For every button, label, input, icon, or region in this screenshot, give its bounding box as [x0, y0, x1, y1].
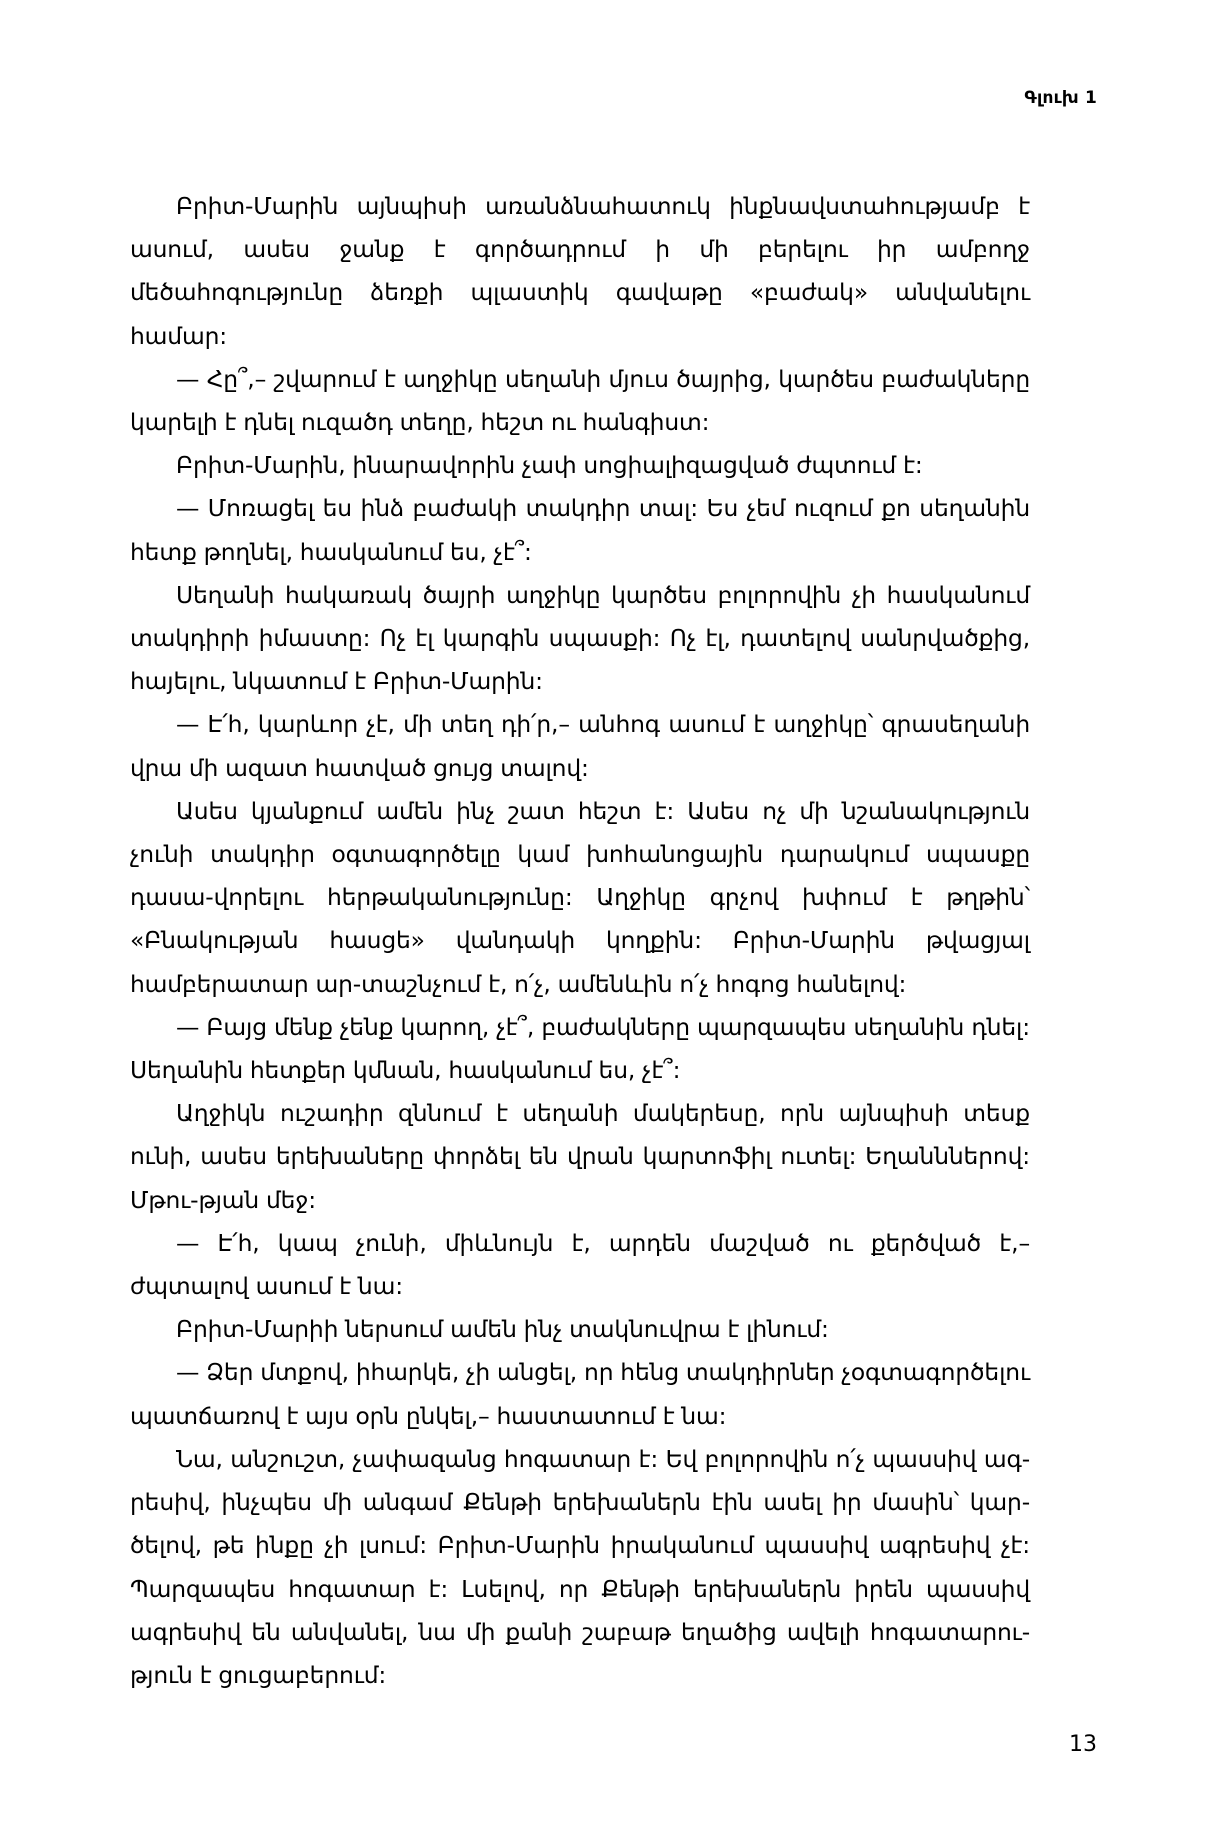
body-paragraph: Նա, անշուշտ, չափազանց հոգատար է: Եվ բոլորովին ո՛չ պասսիվ ագ-րեսիվ, ինչպես մի անգամ Քենթի երեխաներն էին ասել իր մասին՝ կար-ծելով, թե ինքը չի լսում: Բրիտ-Մարին իրականում պասսիվ ագրեսիվ չէ: Պարզապես հոգատար է: Լսելով, որ Քենթի երեխաներն իրեն պասսիվ ագրեսիվ են անվանել, նա մի քանի շաբաթ եղածից ավելի հոգատարու-թյուն է ցուցաբերում:	[130, 1444, 1030, 1689]
body-paragraph: Սեղանի հակառակ ծայրի աղջիկը կարծես բոլորովին չի հասկանում տակդիրի իմաստը: Ոչ էլ կարգին սպասքի: Ոչ էլ, դատելով սանրվածքից, հայելու, նկատում է Բրիտ-Մարին:	[130, 580, 1030, 696]
running-head: Գլուխ 1	[1024, 88, 1097, 108]
page-number: 13	[1069, 1732, 1097, 1757]
body-paragraph: Աղջիկն ուշադիր զննում է սեղանի մակերեսը, որն այնպիսի տեսք ունի, ասես երեխաները փորձել են վրան կարտոֆիլ ուտել: Եղանններով: Մթու-թյան մեջ:	[130, 1099, 1030, 1214]
body-paragraph: Բրիտ-Մարիի ներսում ամեն ինչ տակնուվրա է լինում:	[176, 1315, 829, 1344]
dialogue-paragraph: — Բայց մենք չենք կարող, չէ՞, բաժակները պարզապես սեղանին դնել: Սեղանին հետքեր կմնան, հասկանում ես, չէ՞:	[130, 1012, 1030, 1085]
body-paragraph: Ասես կյանքում ամեն ինչ շատ հեշտ է: Ասես ոչ մի նշանակություն չունի տակդիր օգտագործելը կամ խոհանոցային դարակում սպասքը դասա-վորելու հերթականությունը: Աղջիկը գրչով խփում է թղթին՝ «Բնակության հասցե» վանդակի կողքին: Բրիտ-Մարին թվացյալ համբերատար ար-տաշնչում է, ո՛չ, ամենևին ո՛չ հոգոց հանելով:	[130, 796, 1030, 998]
dialogue-paragraph: — Ձեր մտքով, իհարկե, չի անցել, որ հենց տակդիրներ չօգտագործելու պատճառով է այս օրն ընկել,– հաստատում է նա:	[130, 1358, 1030, 1430]
dialogue-paragraph: — Հը՞,– շվարում է աղջիկը սեղանի մյուս ծայրից, կարծես բաժակները կարելի է դնել ուզածդ տեղը, հեշտ ու հանգիստ:	[130, 364, 1030, 437]
dialogue-paragraph: — Է՛հ, կարևոր չէ, մի տեղ դի՛ր,– անհոգ ասում է աղջիկը՝ գրասեղանի վրա մի ազատ հատված ցույց տալով:	[130, 710, 1030, 782]
body-paragraph: Բրիտ-Մարին այնպիսի առանձնահատուկ ինքնավստահությամբ է ասում, ասես ջանք է գործադրում ի մի բերելու իր ամբողջ մեծահոգությունը ձեռքի պլաստիկ գավաթը «բաժակ» անվանելու համար:	[130, 192, 1030, 350]
body-text-block	[130, 185, 1030, 1697]
dialogue-paragraph: — Է՛հ, կապ չունի, միևնույն է, արդեն մաշված ու քերծված է,– ժպտալով ասում է նա:	[130, 1228, 1030, 1301]
body-paragraph: Բրիտ-Մարին, ինարավորին չափ սոցիալիզացված ժպտում է:	[176, 451, 923, 480]
dialogue-paragraph: — Մոռացել ես ինձ բաժակի տակդիր տալ: Ես չեմ ուզում քո սեղանին հետք թողնել, հասկանում ես, չէ՞:	[130, 494, 1030, 566]
